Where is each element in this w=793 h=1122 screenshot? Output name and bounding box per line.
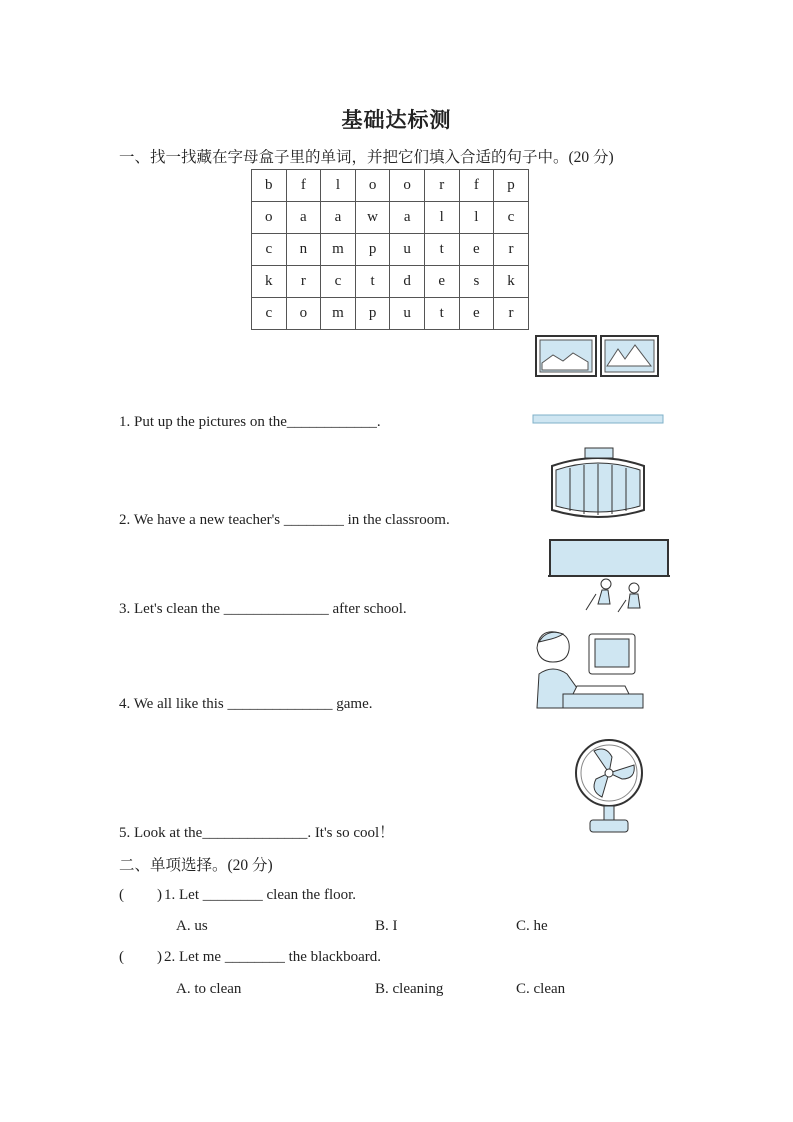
grid-cell: a	[390, 202, 425, 234]
grid-cell: n	[286, 234, 321, 266]
grid-cell: s	[459, 266, 494, 298]
grid-cell: u	[390, 234, 425, 266]
grid-cell: p	[355, 298, 390, 330]
grid-cell: e	[424, 266, 459, 298]
grid-cell: c	[252, 298, 287, 330]
grid-cell: l	[321, 170, 356, 202]
grid-cell: u	[390, 298, 425, 330]
choice-1-option-c: C. he	[516, 918, 548, 934]
choice-2-stem: 2. Let me ________ the blackboard.	[164, 949, 382, 965]
grid-cell: o	[252, 202, 287, 234]
grid-row	[252, 202, 529, 234]
grid-cell: d	[390, 266, 425, 298]
choice-2-open-paren: (	[119, 949, 124, 965]
choice-1-open-paren: (	[119, 887, 124, 903]
boy-at-computer-illustration	[533, 628, 645, 710]
choice-2-option-a: A. to clean	[176, 981, 242, 997]
question-3: 3. Let's clean the ______________ after school.	[119, 601, 407, 617]
grid-cell: r	[424, 170, 459, 202]
grid-row	[252, 234, 529, 266]
grid-cell: f	[459, 170, 494, 202]
grid-cell: b	[252, 170, 287, 202]
choice-1-option-b: B. I	[375, 918, 398, 934]
grid-cell: w	[355, 202, 390, 234]
grid-cell: l	[424, 202, 459, 234]
page-title: 基础达标测	[341, 108, 452, 132]
grid-row	[252, 298, 529, 330]
grid-cell: o	[390, 170, 425, 202]
grid-cell: e	[459, 234, 494, 266]
choice-1-close-paren: )	[157, 887, 162, 903]
grid-cell: p	[494, 170, 529, 202]
grid-cell: c	[321, 266, 356, 298]
question-2: 2. We have a new teacher's ________ in the classroom.	[119, 512, 450, 528]
grid-cell: l	[459, 202, 494, 234]
grid-cell: f	[286, 170, 321, 202]
grid-cell: k	[252, 266, 287, 298]
letter-grid	[251, 169, 529, 330]
choice-2-close-paren: )	[157, 949, 162, 965]
choice-2-option-b: B. cleaning	[375, 981, 444, 997]
pictures-on-wall-illustration	[533, 333, 663, 425]
grid-cell: k	[494, 266, 529, 298]
electric-fan-illustration	[572, 735, 646, 835]
grid-cell: a	[286, 202, 321, 234]
grid-cell: o	[355, 170, 390, 202]
teacher-desk-illustration	[548, 446, 648, 522]
grid-cell: a	[321, 202, 356, 234]
grid-cell: t	[355, 266, 390, 298]
grid-cell: t	[424, 234, 459, 266]
grid-cell: p	[355, 234, 390, 266]
section-1-heading: 一、找一找藏在字母盒子里的单词，并把它们填入合适的句子中。(20 分)	[119, 149, 614, 166]
grid-cell: m	[321, 298, 356, 330]
grid-cell: r	[494, 298, 529, 330]
grid-cell: c	[494, 202, 529, 234]
choice-2-option-c: C. clean	[516, 981, 566, 997]
grid-cell: r	[494, 234, 529, 266]
choice-1-option-a: A. us	[176, 918, 208, 934]
blackboard-cleaning-illustration	[548, 538, 670, 616]
grid-row	[252, 266, 529, 298]
question-1: 1. Put up the pictures on the____________.	[119, 414, 381, 430]
grid-cell: m	[321, 234, 356, 266]
question-4: 4. We all like this ______________ game.	[119, 696, 373, 712]
grid-cell: e	[459, 298, 494, 330]
grid-cell: r	[286, 266, 321, 298]
question-5: 5. Look at the______________. It's so cool！	[119, 825, 395, 841]
section-2-heading: 二、单项选择。(20 分)	[119, 857, 273, 874]
grid-cell: c	[252, 234, 287, 266]
grid-row	[252, 170, 529, 202]
grid-cell: o	[286, 298, 321, 330]
choice-1-stem: 1. Let ________ clean the floor.	[164, 887, 357, 903]
grid-cell: t	[424, 298, 459, 330]
